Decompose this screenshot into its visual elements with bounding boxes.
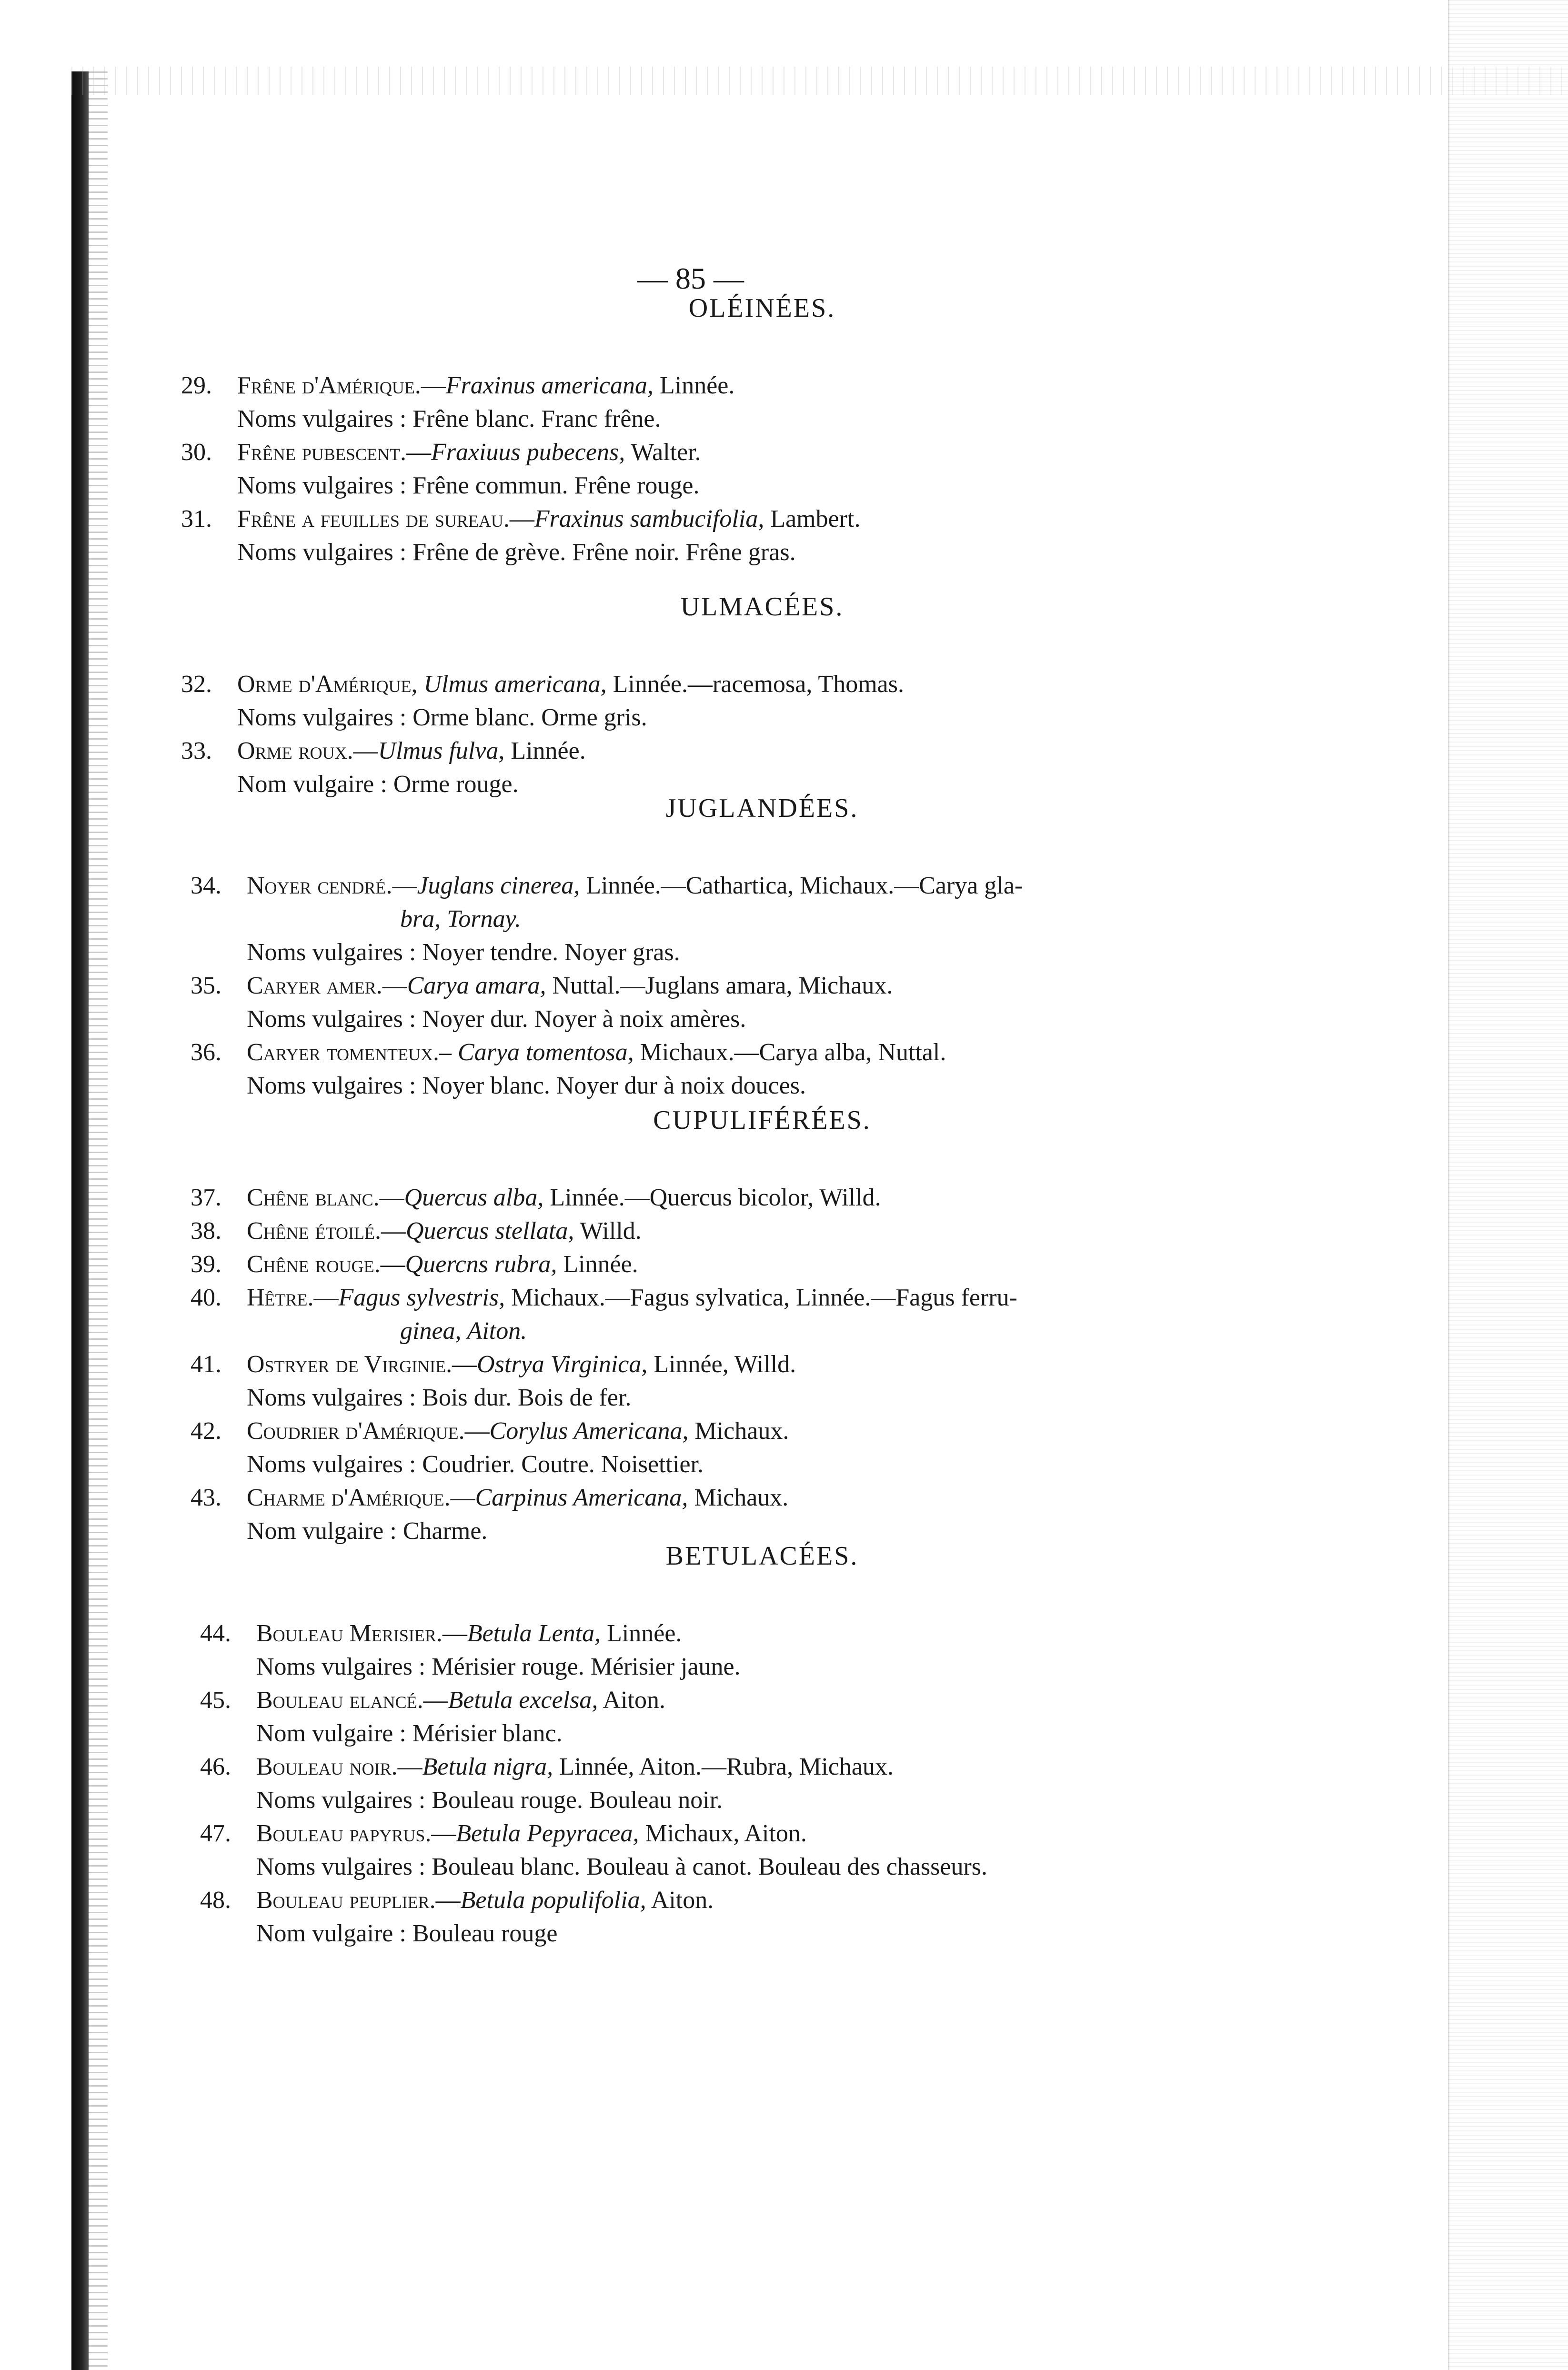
authority: Michaux.—Carya alba, Nuttal. <box>633 1039 946 1066</box>
authority: Linnée. <box>653 372 735 399</box>
section-heading: ULMACÉES. <box>680 592 844 622</box>
latin-name: Ostrya Virginica, <box>477 1351 648 1378</box>
latin-name: Betula nigra, <box>422 1753 553 1780</box>
latin-name: Carya amara, <box>407 972 546 999</box>
entry-line <box>191 1250 638 1278</box>
vulgar-names: Noms vulgaires : Frêne de grève. Frêne noir. Frêne gras. <box>237 539 796 566</box>
latin-name: Corylus Americana, <box>489 1417 689 1445</box>
entry-number: 32. <box>181 671 212 698</box>
common-name: Noyer cendré. <box>247 872 392 899</box>
entry-number: 38. <box>191 1217 221 1245</box>
name-separator: — <box>421 372 446 399</box>
authority: Michaux. <box>688 1484 789 1511</box>
name-separator: – <box>439 1039 458 1066</box>
entry-line <box>191 1350 796 1378</box>
entry-line <box>200 1686 665 1714</box>
entry-number: 37. <box>191 1184 221 1211</box>
entry-line <box>181 670 904 698</box>
latin-name: Fraxinus americana, <box>445 372 653 399</box>
entry-number: 35. <box>191 972 221 999</box>
name-separator: — <box>353 737 378 764</box>
common-name: Chêne blanc. <box>247 1184 380 1211</box>
vulgar-names: Nom vulgaire : Charme. <box>247 1517 488 1545</box>
entry-number: 40. <box>191 1284 221 1311</box>
name-separator: — <box>450 1484 475 1511</box>
latin-name: Betula Pepyracea, <box>456 1820 639 1847</box>
page-number: — 85 — <box>637 261 744 295</box>
latin-name: Betula excelsa, <box>448 1687 598 1714</box>
common-name: Orme roux. <box>237 737 353 764</box>
entry-number: 34. <box>191 872 221 899</box>
entry-number: 41. <box>191 1351 221 1378</box>
name-separator: — <box>392 872 417 899</box>
entry-line <box>191 1038 946 1066</box>
entry-number: 43. <box>191 1484 221 1511</box>
name-separator <box>417 671 423 698</box>
latin-name: Betula Lenta, <box>467 1620 601 1647</box>
latin-name: Quercns rubra, <box>405 1251 557 1278</box>
authority: Linnée.—racemosa, Thomas. <box>606 671 904 698</box>
common-name: Chêne rouge. <box>247 1251 381 1278</box>
authority: Linnée, Willd. <box>647 1351 796 1378</box>
authority: Michaux.—Fagus sylvatica, Linnée.—Fagus ferru- <box>505 1284 1017 1311</box>
entry-number: 48. <box>200 1887 231 1914</box>
entry-line <box>181 438 701 466</box>
name-separator: — <box>442 1620 467 1647</box>
vulgar-names: Nom vulgaire : Orme rouge. <box>237 771 519 798</box>
authority: Linnée. <box>601 1620 682 1647</box>
common-name: Bouleau elancé. <box>256 1687 423 1714</box>
latin-name: Fagus sylvestris, <box>338 1284 505 1311</box>
vulgar-names: Noms vulgaires : Noyer dur. Noyer à noix amères. <box>247 1005 746 1033</box>
latin-name: Betula populifolia, <box>460 1887 646 1914</box>
entry-line <box>191 872 1023 900</box>
entry-number: 45. <box>200 1687 231 1714</box>
vulgar-names: Noms vulgaires : Coudrier. Coutre. Noisettier. <box>247 1451 704 1478</box>
latin-name: Carpinus Americana, <box>475 1484 688 1511</box>
authority: Linnée.—Cathartica, Michaux.—Carya gla- <box>580 872 1023 899</box>
entry-continuation: bra, Tornay. <box>400 905 521 933</box>
entry-line <box>181 372 734 400</box>
vulgar-names: Noms vulgaires : Frêne blanc. Franc frêne. <box>237 405 661 432</box>
common-name: Chêne étoilé. <box>247 1217 381 1245</box>
name-separator: — <box>509 505 534 532</box>
entry-line <box>200 1753 894 1781</box>
entry-number: 46. <box>200 1753 231 1780</box>
common-name: Frêne d'Amérique. <box>237 372 421 399</box>
latin-name: Fraxiuus pubecens, <box>431 439 625 466</box>
entry-line <box>191 1184 881 1212</box>
common-name: Frêne pubescent. <box>237 439 406 466</box>
authority: Willd. <box>574 1217 642 1245</box>
name-separator: — <box>423 1687 448 1714</box>
section-heading: OLÉINÉES. <box>688 293 836 323</box>
authority: Walter. <box>625 439 701 466</box>
name-separator: — <box>435 1887 461 1914</box>
authority: Linnée. <box>504 737 586 764</box>
name-separator: — <box>381 1217 406 1245</box>
latin-name: Fraxinus sambucifolia, <box>534 505 764 532</box>
authority: Nuttal.—Juglans amara, Michaux. <box>546 972 893 999</box>
entry-number: 47. <box>200 1820 231 1847</box>
vulgar-names: Noms vulgaires : Noyer blanc. Noyer dur à noix douces. <box>247 1072 806 1099</box>
entry-line <box>200 1886 714 1914</box>
name-separator: — <box>452 1351 477 1378</box>
section-heading: BETULACÉES. <box>665 1541 859 1571</box>
entry-line <box>191 1417 789 1445</box>
name-separator: — <box>431 1820 456 1847</box>
entry-line <box>200 1819 807 1848</box>
entry-number: 36. <box>191 1039 221 1066</box>
entry-line <box>191 972 893 1000</box>
common-name: Bouleau peuplier. <box>256 1887 436 1914</box>
authority: Aiton. <box>646 1887 714 1914</box>
authority: Michaux, Aiton. <box>639 1820 807 1847</box>
common-name: Coudrier d'Amérique. <box>247 1417 465 1445</box>
latin-name: Quercus stellata, <box>405 1217 574 1245</box>
common-name: Caryer tomenteux. <box>247 1039 440 1066</box>
name-separator: — <box>313 1284 339 1311</box>
entry-line <box>200 1619 682 1647</box>
entry-number: 44. <box>200 1620 231 1647</box>
vulgar-names: Noms vulgaires : Noyer tendre. Noyer gras. <box>247 939 680 966</box>
authority: Lambert. <box>764 505 861 532</box>
name-separator: — <box>464 1417 490 1445</box>
latin-name: Quercus alba, <box>404 1184 544 1211</box>
latin-name: Ulmus fulva, <box>378 737 505 764</box>
entry-number: 29. <box>181 372 212 399</box>
section-heading: JUGLANDÉES. <box>665 793 859 823</box>
entry-number: 31. <box>181 505 212 532</box>
vulgar-names: Noms vulgaires : Frêne commun. Frêne rouge. <box>237 472 700 499</box>
vulgar-names: Nom vulgaire : Bouleau rouge <box>256 1920 558 1947</box>
name-separator: — <box>397 1753 422 1780</box>
authority: Michaux. <box>688 1417 789 1445</box>
vulgar-names: Noms vulgaires : Mérisier rouge. Mérisier jaune. <box>256 1653 741 1680</box>
vulgar-names: Noms vulgaires : Orme blanc. Orme gris. <box>237 704 647 731</box>
name-separator: — <box>379 1184 404 1211</box>
entry-number: 33. <box>181 737 212 764</box>
entry-number: 30. <box>181 439 212 466</box>
common-name: Orme d'Amérique, <box>237 671 418 698</box>
common-name: Caryer amer. <box>247 972 382 999</box>
entry-number: 39. <box>191 1251 221 1278</box>
name-separator: — <box>382 972 407 999</box>
name-separator: — <box>406 439 431 466</box>
common-name: Charme d'Amérique. <box>247 1484 451 1511</box>
vulgar-names: Noms vulgaires : Bouleau blanc. Bouleau à canot. Bouleau des chasseurs. <box>256 1853 988 1880</box>
section-heading: CUPULIFÉRÉES. <box>653 1105 871 1135</box>
common-name: Bouleau Merisier. <box>256 1620 442 1647</box>
common-name: Bouleau noir. <box>256 1753 398 1780</box>
entry-line <box>191 1484 788 1512</box>
name-separator: — <box>380 1251 405 1278</box>
latin-name: Juglans cinerea, <box>417 872 580 899</box>
common-name: Bouleau papyrus. <box>256 1820 432 1847</box>
entry-continuation: ginea, Aiton. <box>400 1317 527 1345</box>
common-name: Ostryer de Virginie. <box>247 1351 452 1378</box>
vulgar-names: Noms vulgaires : Bois dur. Bois de fer. <box>247 1384 632 1411</box>
entry-line <box>191 1284 1017 1312</box>
authority: Linnée.—Quercus bicolor, Willd. <box>543 1184 881 1211</box>
authority: Linnée. <box>557 1251 638 1278</box>
common-name: Frêne a feuilles de sureau. <box>237 505 510 532</box>
common-name: Hêtre. <box>247 1284 314 1311</box>
vulgar-names: Nom vulgaire : Mérisier blanc. <box>256 1720 563 1747</box>
entry-number: 42. <box>191 1417 221 1445</box>
entry-line <box>181 737 586 765</box>
authority: Aiton. <box>598 1687 665 1714</box>
latin-name: Ulmus americana, <box>423 671 607 698</box>
entry-line <box>181 505 860 533</box>
vulgar-names: Noms vulgaires : Bouleau rouge. Bouleau noir. <box>256 1787 723 1814</box>
authority: Linnée, Aiton.—Rubra, Michaux. <box>553 1753 894 1780</box>
latin-name: Carya tomentosa, <box>458 1039 634 1066</box>
entry-line <box>191 1217 642 1245</box>
